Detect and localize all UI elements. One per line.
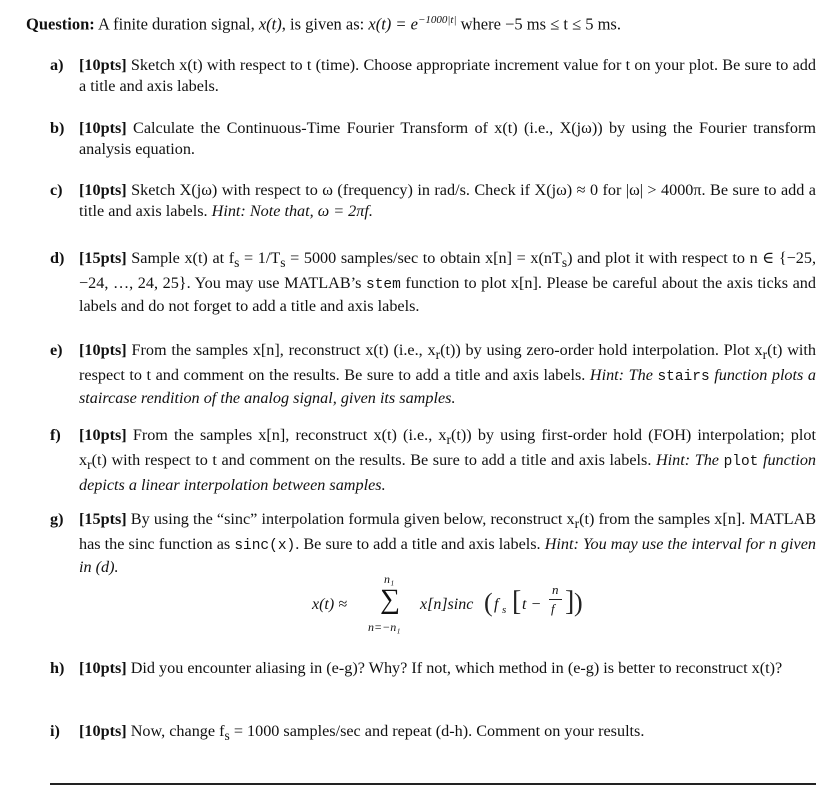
item-d-label: d) <box>50 249 65 267</box>
item-e-hint2: function plots a staircase rendition of the analog signal, given its samples. <box>79 366 816 408</box>
item-d-text3: = 5000 samples/sec to obtain x[n] = x(nT <box>285 249 562 267</box>
item-e <box>50 340 816 409</box>
item-c-points: [10pts] <box>79 181 127 199</box>
formula-term: x[n]sinc <box>420 596 474 613</box>
item-f-text: From the samples x[n], reconstruct x(t) (i.e., x <box>126 426 447 444</box>
item-a <box>50 55 816 97</box>
question-label: Question: <box>26 14 95 34</box>
signal-definition: x(t) = e <box>368 14 418 34</box>
item-d-points: [15pts] <box>79 249 127 267</box>
item-e-text3: (t) with respect to t and comment on the results. Be sure to add a title and axis labels. <box>79 341 816 385</box>
item-f-hint1: Hint: The <box>655 451 724 470</box>
item-g-code: sinc(x) <box>234 538 296 555</box>
item-a-text: Sketch x(t) with respect to t (time). Choose appropriate increment value for t on your plot. Be sure to add a title and axis labels. <box>79 56 816 95</box>
item-i-points: [10pts] <box>79 722 127 740</box>
formula-paren-open: ( <box>484 588 493 617</box>
time-range: where −5 ms ≤ t ≤ 5 ms. <box>456 14 621 34</box>
item-b-text: Calculate the Continuous-Time Fourier Transform of x(t) (i.e., X(jω)) by using the Fourier transform analysis equation. <box>79 119 816 158</box>
item-c <box>50 180 816 222</box>
formula-paren-close: ) <box>574 588 583 617</box>
item-d-sub: s <box>234 255 240 271</box>
item-d <box>50 248 816 317</box>
item-c-text: Sketch X(jω) with respect to ω (frequency) in rad/s. Check if X(jω) ≈ 0 for |ω| > 4000π. Be sure to add a title and axis labels. <box>79 181 816 220</box>
item-i-text: Now, change f <box>126 722 225 740</box>
item-f-sub: r <box>446 432 452 448</box>
formula-bracket-open: [ <box>512 586 522 617</box>
item-g <box>50 509 816 578</box>
item-e-points: [10pts] <box>79 341 127 359</box>
item-e-text2: (t)) by using zero-order hold interpolation. Plot x <box>440 341 763 359</box>
question-text-mid: , is given as: <box>281 14 369 34</box>
formula-fs: f <box>494 596 499 613</box>
item-c-label: c) <box>50 181 63 199</box>
item-b-label: b) <box>50 119 65 137</box>
item-i-label: i) <box>50 722 60 740</box>
bottom-rule <box>50 783 816 785</box>
item-i <box>50 721 816 746</box>
item-f <box>50 425 816 496</box>
item-d-text2: = 1/T <box>239 249 281 267</box>
item-e-label: e) <box>50 341 63 359</box>
signal-exponent: −1000|t| <box>417 14 457 26</box>
item-g-sub: r <box>574 516 580 532</box>
item-e-sub2: r <box>762 347 768 363</box>
item-b-points: [10pts] <box>79 119 127 137</box>
item-d-code: stem <box>366 277 401 294</box>
item-a-label: a) <box>50 56 64 74</box>
item-h-points: [10pts] <box>79 659 127 677</box>
item-e-code: stairs <box>657 369 710 386</box>
sinc-interpolation-formula <box>312 570 612 636</box>
formula-frac-den: f <box>551 601 555 616</box>
item-g-hint: Hint: You may use the interval for n given in (d). <box>79 535 816 577</box>
item-d-sub3: s <box>561 255 568 271</box>
item-d-text5: function to plot x[n]. Please be careful about the axis ticks and labels and do not forget to add a title and axis labels. <box>79 274 816 316</box>
formula-frac-num: n <box>552 582 559 597</box>
item-h <box>50 658 816 679</box>
item-e-hint1: Hint: The <box>589 366 658 385</box>
item-f-text3: (t) with respect to t and comment on the results. Be sure to add a title and axis labels. <box>91 451 656 470</box>
item-e-sub: r <box>435 347 441 363</box>
item-h-text: Did you encounter aliasing in (e-g)? Why? If not, which method in (e-g) is better to reconstruct x(t)? <box>126 659 783 677</box>
formula-fs-sub: s <box>502 604 507 616</box>
item-g-text: By using the “sinc” interpolation formula given below, reconstruct x <box>126 510 575 528</box>
item-f-text2: (t)) by using first-order hold (FOH) interpolation; plot x <box>79 426 816 470</box>
item-g-label: g) <box>50 510 64 528</box>
item-i-sub: s <box>224 728 230 744</box>
formula-sum-top: n₁ <box>384 572 395 586</box>
item-i-text2: = 1000 samples/sec and repeat (d-h). Comment on your results. <box>229 722 645 740</box>
signal-symbol: x(t) <box>258 14 282 34</box>
item-f-hint2: function depicts a linear interpolation between samples. <box>79 451 817 495</box>
item-f-points: [10pts] <box>79 426 127 444</box>
item-f-label: f) <box>50 426 61 444</box>
item-h-label: h) <box>50 659 65 677</box>
formula-sum-bottom: n=−n₁ <box>368 620 401 634</box>
item-e-text: From the samples x[n], reconstruct x(t) (i.e., x <box>126 341 436 359</box>
item-g-text2: (t) from the samples x[n]. MATLAB has the sinc function as <box>79 510 816 554</box>
formula-bracket-close: ] <box>565 586 575 617</box>
formula-frac-bar <box>549 599 562 600</box>
formula-sum-symbol: ∑ <box>380 584 400 615</box>
item-d-sub2: s <box>280 255 286 271</box>
item-f-code: plot <box>723 454 759 471</box>
question-statement <box>26 10 826 35</box>
formula-t: t − <box>522 596 542 613</box>
item-c-hint: Hint: Note that, ω = 2πf. <box>211 202 373 220</box>
item-a-points: [10pts] <box>79 56 127 74</box>
item-g-text3: . Be sure to add a title and axis labels. <box>295 535 545 554</box>
item-d-text1: Sample x(t) at f <box>126 249 235 267</box>
item-g-points: [15pts] <box>79 510 127 528</box>
question-text: A finite duration signal, <box>94 14 259 34</box>
item-f-sub2: r <box>87 457 92 473</box>
item-b <box>50 118 816 160</box>
item-d-text4: ) and plot it with respect to n ∈ {−25, −24, …, 24, 25}. You may use MATLAB’s <box>79 249 817 293</box>
formula-lhs: x(t) ≈ <box>312 596 347 613</box>
